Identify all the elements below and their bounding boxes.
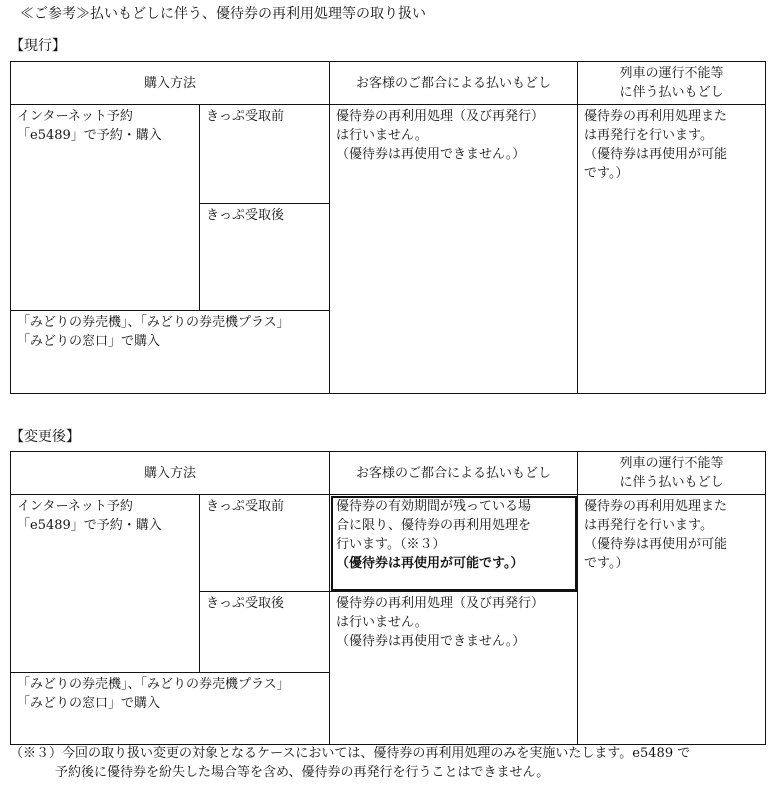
cell-before-pickup: きっぷ受取前 bbox=[200, 495, 330, 592]
cell-before-pickup: きっぷ受取前 bbox=[200, 105, 330, 204]
section-label-current: 【現行】 bbox=[10, 38, 66, 54]
cell-machine-window: 「みどりの券売機」、「みどりの券売機プラス」 「みどりの窓口」で購入 bbox=[11, 311, 330, 394]
footnote-line-2: 予約後に優待券を紛失した場合等を含め、優待券の再発行を行うことはできません。 bbox=[55, 765, 550, 780]
cell-boxed-new-rule: 優待券の有効期間が残っている場 合に限り、優待券の再利用処理を 行います。（※３） （優待券は再使用が可能です。） bbox=[330, 495, 578, 592]
header-train-refund: 列車の運行不能等 に伴う払いもどし bbox=[578, 62, 766, 105]
internet-label: インターネット予約 bbox=[17, 499, 133, 514]
cell-customer-refund: 優待券の再利用処理（及び再発行） は行いません。 （優待券は再使用できません。） bbox=[330, 105, 578, 394]
cell-internet bbox=[11, 495, 200, 673]
cell-internet bbox=[11, 105, 200, 311]
page-heading: ≪ご参考≫払いもどしに伴う、優待券の再利用処理等の取り扱い bbox=[20, 6, 426, 22]
footnote bbox=[10, 744, 770, 782]
e5489-label: 「e5489」で予約・購入 bbox=[17, 128, 162, 143]
internet-label: インターネット予約 bbox=[17, 109, 133, 124]
header-customer-refund: お客様のご都合による払いもどし bbox=[330, 452, 578, 495]
header-customer-refund: お客様のご都合による払いもどし bbox=[330, 62, 578, 105]
cell-after-pickup-refund: 優待券の再利用処理（及び再発行） は行いません。 （優待券は再使用できません。） bbox=[330, 592, 578, 745]
header-train-refund: 列車の運行不能等 に伴う払いもどし bbox=[578, 452, 766, 495]
cell-train-refund: 優待券の再利用処理また は再発行を行います。 （優待券は再使用が可能 です。） bbox=[578, 495, 766, 745]
header-purchase-method: 購入方法 bbox=[11, 452, 330, 495]
footnote-line-1: （※３）今回の取り扱い変更の対象となるケースにおいては、優待券の再利用処理のみを実施いたします。e5489 で bbox=[10, 746, 691, 761]
header-purchase-method: 購入方法 bbox=[11, 62, 330, 105]
cell-after-pickup: きっぷ受取後 bbox=[200, 204, 330, 311]
cell-machine-window: 「みどりの券売機」、「みどりの券売機プラス」 「みどりの窓口」で購入 bbox=[11, 673, 330, 745]
changed-table bbox=[10, 451, 766, 745]
current-table bbox=[10, 61, 766, 394]
boxed-bold-note: （優待券は再使用が可能です。） bbox=[336, 556, 524, 571]
section-label-changed: 【変更後】 bbox=[10, 429, 80, 445]
cell-train-refund: 優待券の再利用処理また は再発行を行います。 （優待券は再使用が可能 です。） bbox=[578, 105, 766, 394]
cell-after-pickup: きっぷ受取後 bbox=[200, 592, 330, 673]
e5489-label: 「e5489」で予約・購入 bbox=[17, 518, 162, 533]
